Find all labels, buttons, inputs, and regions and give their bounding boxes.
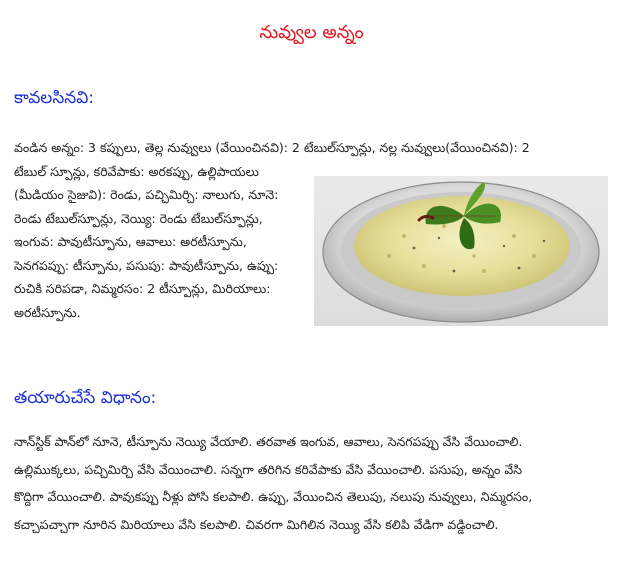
method-heading: తయారుచేసే విధానం: (14, 388, 157, 408)
ingredients-line: ఇంగువ: పావుటీస్పూను, ఆవాలు: అరటీస్పూను, (14, 234, 247, 249)
ingredients-heading: కావలసినవి: (14, 88, 95, 108)
method-text (14, 428, 614, 538)
ingredients-line: సెనగపప్పు: టీస్పూను, పసుపు: పావుటీస్పూను, ఉప్పు: (14, 257, 279, 273)
ingredients-line: అరటీస్పూను. (14, 304, 81, 320)
ingredients-line: రెండు టేబుల్‌స్పూన్లు, నెయ్యి: రెండు టేబుల్‌స్పూన్లు, (14, 210, 263, 226)
method-line: ఉల్లిముక్కలు, పచ్చిమిర్చి వేసి వేయించాలి. సన్నగా తరిగిన కరివేపాకు వేసి వేయించాలి. పసుపు, అన్నం వేసి (14, 461, 523, 477)
dish-image (314, 176, 608, 326)
method-line: కొద్దిగా వేయించాలి. పావుకప్పు నీళ్లు పోసి కలపాలి. ఉప్పు, వేయించిన తెలుపు, నలుపు నువ్వులు, నిమ్మరసం, (14, 489, 533, 504)
ingredients-line: టేబుల్ స్పూన్లు, కరివేపాకు: అరకప్పు, ఉల్లిపాయలు (14, 163, 259, 179)
method-line: నాన్‌స్టిక్ పాన్‌లో నూనె, టీస్పూను నెయ్యి వేయాలి. తరవాత ఇంగువ, ఆవాలు, సెనగపప్పు వేసి వేయించాలి. (14, 434, 523, 449)
ingredients-line: (మీడియం సైజువి): రెండు, పచ్చిమిర్చి: నాలుగు, నూనె: (14, 187, 279, 202)
ingredients-line: వండిన అన్నం: 3 కప్పులు, తెల్ల నువ్వులు (వేయించినవి): 2 టేబుల్‌స్పూన్లు, నల్ల నువ్వులు(వేయించినవి): 2 (14, 140, 530, 155)
method-line: కచ్చాపచ్చాగా నూరిన మిరియాలు వేసి కలపాలి. చివరగా మిగిలిన నెయ్యి వేసి కలిపి వేడిగా వడ్డించాలి. (14, 516, 499, 532)
page-title: నువ్వుల అన్నం (259, 22, 364, 43)
ingredients-line: రుచికి సరిపడా, నిమ్మరసం: 2 టీస్పూన్లు, మిరియాలు: (14, 281, 271, 296)
